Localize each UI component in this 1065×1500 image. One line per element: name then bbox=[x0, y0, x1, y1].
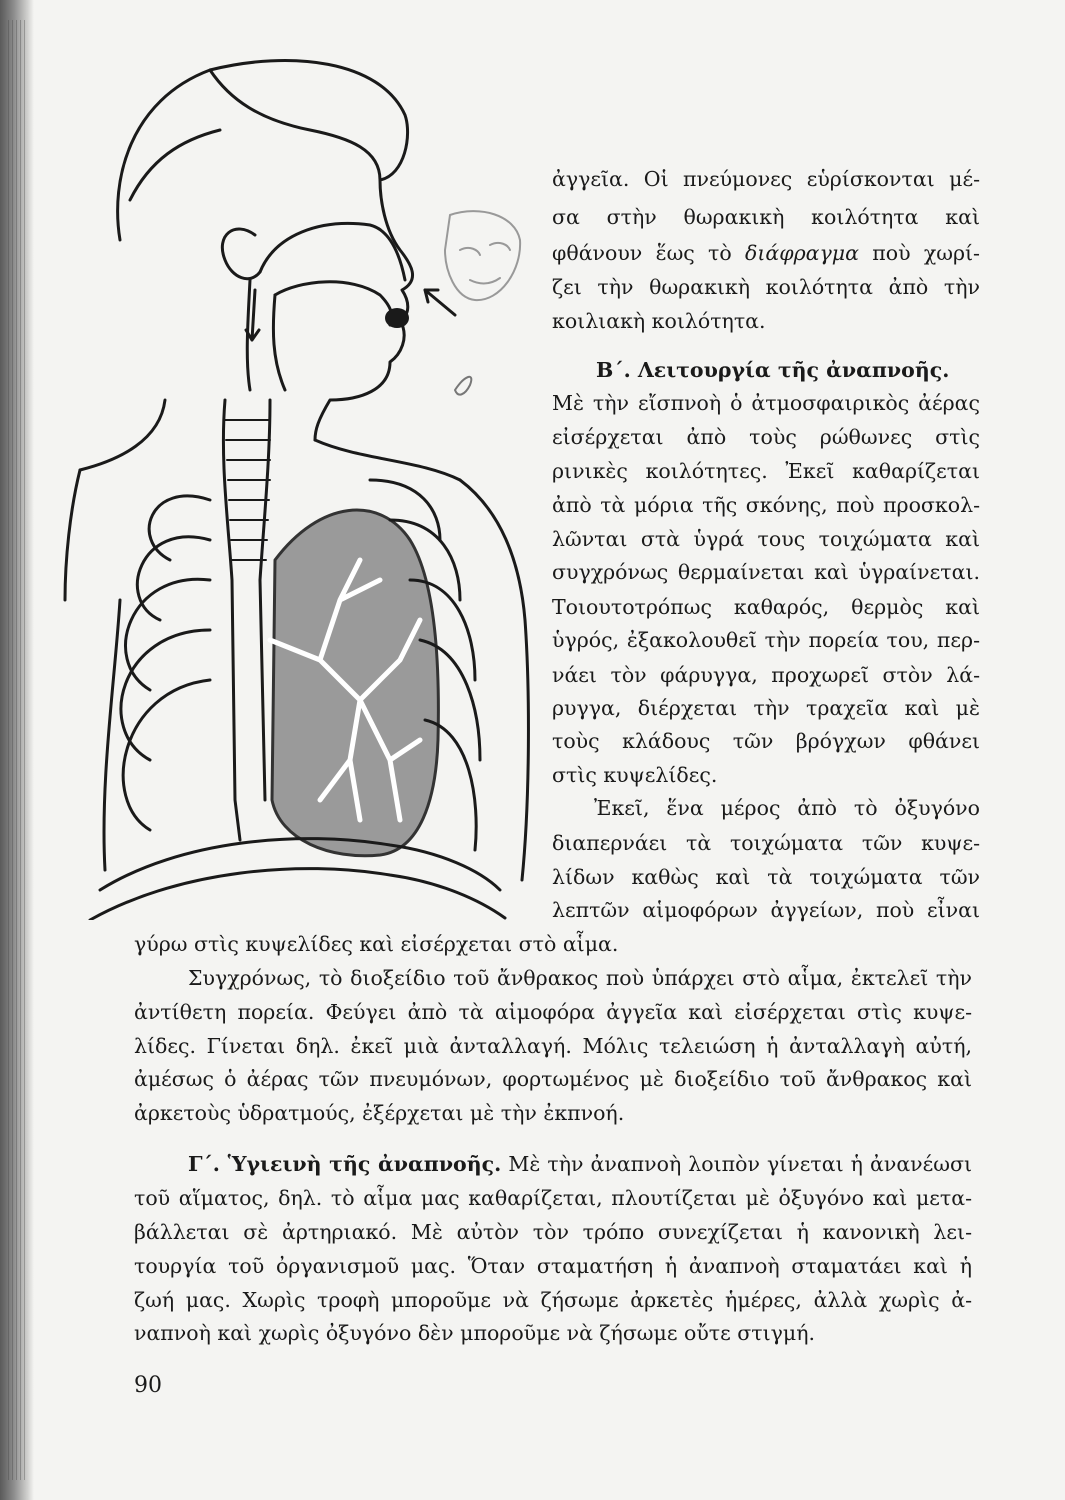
section-heading-b: Β΄. Λειτουργία τῆς ἀναπνοῆς. bbox=[596, 358, 950, 382]
body-line: ἀμέσως ὁ ἀέρας τῶν πνευμόνων, φορτωμένος μὲ διοξείδιο τοῦ ἄνθρακος καὶ bbox=[134, 1067, 972, 1091]
column-line: εἰσέρχεται ἀπὸ τοὺς ρώθωνες στὶς bbox=[552, 425, 980, 449]
column-line: λῶνται στὰ ὑγρά τους τοιχώματα καὶ bbox=[552, 527, 980, 551]
diaphragm bbox=[100, 839, 500, 890]
section-heading-c: Γ΄. Ὑγιεινὴ τῆς ἀναπνοῆς. bbox=[188, 1152, 502, 1176]
body-line: ἀρκετοὺς ὑδρατμούς, ἐξέρχεται μὲ τὴν ἐκπνοή. bbox=[134, 1101, 625, 1125]
column-line: λίδων καθὼς καὶ τὰ τοιχώματα τῶν bbox=[552, 865, 980, 889]
column-line bbox=[552, 238, 980, 268]
column-line: Ἐκεῖ, ἕνα μέρος ἀπὸ τὸ ὀξυγόνο bbox=[594, 796, 980, 820]
ribs-left bbox=[121, 496, 210, 830]
column-line: ἀπὸ τὰ μόρια τῆς σκόνης, ποὺ προσκολ- bbox=[552, 493, 980, 517]
diaphragm-lower bbox=[90, 869, 505, 920]
nostril-dark bbox=[385, 308, 409, 328]
column-line: συγχρόνως θερμαίνεται καὶ ὑγραίνεται. bbox=[552, 560, 980, 584]
body-line: τοῦ αἵματος, δηλ. τὸ αἷμα μας καθαρίζεται, πλουτίζεται μὲ ὀξυγόνο καὶ μετα- bbox=[134, 1186, 972, 1210]
neck-front bbox=[315, 440, 460, 480]
body-right bbox=[460, 480, 528, 880]
body-line: ναπνοὴ καὶ χωρὶς ὀξυγόνο δὲν μποροῦμε νὰ ζήσωμε οὔτε στιγμή. bbox=[134, 1321, 816, 1345]
column-line: διαπερνάει τὰ τοιχώματα τῶν κυψε- bbox=[552, 831, 980, 855]
trachea-rings bbox=[225, 420, 270, 560]
text-run: Μὲ τὴν ἀναπνοὴ λοιπὸν γίνεται ἡ ἀνανέωσι bbox=[508, 1152, 972, 1176]
page-number: 90 bbox=[134, 1373, 162, 1398]
body-line: τουργία τοῦ ὀργανισμοῦ μας. Ὅταν σταματήση ἡ ἀναπνοὴ σταματάει καὶ ἡ bbox=[134, 1254, 972, 1278]
shoulder-left bbox=[65, 470, 80, 600]
column-line: στὶς κυψελίδες. bbox=[552, 763, 718, 787]
face-sketch bbox=[445, 211, 520, 300]
column-line: ζει τὴν θωρακικὴ κοιλότητα ἀπὸ τὴν bbox=[552, 275, 980, 299]
trachea-left bbox=[223, 400, 240, 840]
column-line: Μὲ τὴν εἴσπνοὴ ὁ ἀτμοσφαιρικὸς ἀέρας bbox=[552, 391, 980, 415]
column-line: τοὺς κλάδους τῶν βρόγχων φθάνει bbox=[552, 729, 980, 753]
nose-arrow bbox=[425, 290, 455, 315]
body-left bbox=[104, 600, 120, 870]
column-line: ὑγρός, ἐξακολουθεῖ τὴν πορεία του, περ- bbox=[552, 628, 980, 652]
column-line: νάει τὸν φάρυγγα, προχωρεῖ στὸν λά- bbox=[552, 663, 980, 687]
column-line: σα στὴν θωρακικὴ κοιλότητα καὶ bbox=[552, 205, 980, 229]
page-edge-lines bbox=[8, 20, 26, 1480]
body-line: ἀντίθετη πορεία. Φεύγει ἀπὸ τὰ αἱμοφόρα ἀγγεῖα καὶ εἰσέρχεται στὶς κυψε- bbox=[134, 1000, 972, 1024]
throat-front bbox=[273, 295, 285, 390]
column-line: λεπτῶν αἱμοφόρων ἀγγείων, ποὺ εἶναι bbox=[552, 898, 980, 922]
nasal-cavity bbox=[260, 223, 405, 280]
column-line: ρυγγα, διέρχεται τὴν τραχεῖα καὶ μὲ bbox=[552, 696, 980, 720]
column-line: κοιλιακὴ κοιλότητα. bbox=[552, 309, 766, 333]
text-run: φθάνουν ἕως τὸ bbox=[552, 241, 732, 265]
term-diaphragm: διάφραγμα bbox=[745, 241, 859, 265]
body-line: Συγχρόνως, τὸ διοξείδιο τοῦ ἄνθρακος ποὺ ὑπάρχει στὸ αἷμα, ἐκτελεῖ τὴν bbox=[188, 966, 972, 990]
oral-cavity bbox=[275, 282, 392, 325]
body-line: βάλλεται σὲ ἀρτηριακό. Μὲ αὐτὸν τὸν τρόπο συνεχίζεται ἡ κανονικὴ λει- bbox=[134, 1220, 972, 1244]
hair-strand bbox=[130, 130, 220, 200]
body-line bbox=[188, 1149, 972, 1179]
leaf-sketch bbox=[455, 377, 471, 395]
text-run: ποὺ χωρί- bbox=[872, 241, 980, 265]
hair-line bbox=[210, 70, 380, 180]
body-line: γύρω στὶς κυψελίδες καὶ εἰσέρχεται στὸ αἷμα. bbox=[134, 932, 619, 956]
body-line: ζωή μας. Χωρὶς τροφὴ μποροῦμε νὰ ζήσωμε ἀρκετὲς ἡμέρες, ἀλλὰ χωρὶς ἀ- bbox=[134, 1288, 972, 1312]
ear bbox=[222, 229, 260, 279]
column-line: ἀγγεῖα. Οἱ πνεύμονες εὑρίσκονται μέ- bbox=[552, 167, 980, 191]
book-page-edge bbox=[0, 0, 34, 1500]
neck-back bbox=[80, 400, 165, 470]
respiratory-system-illustration bbox=[60, 40, 560, 920]
body-line: λίδες. Γίνεται δηλ. ἐκεῖ μιὰ ἀνταλλαγή. Μόλις τελειώση ἡ ἀνταλλαγὴ αὐτή, bbox=[134, 1034, 972, 1058]
column-line: ρινικὲς κοιλότητες. Ἐκεῖ καθαρίζεται bbox=[552, 459, 980, 483]
column-line: Τοιουτοτρόπως καθαρός, θερμὸς καὶ bbox=[552, 595, 980, 619]
